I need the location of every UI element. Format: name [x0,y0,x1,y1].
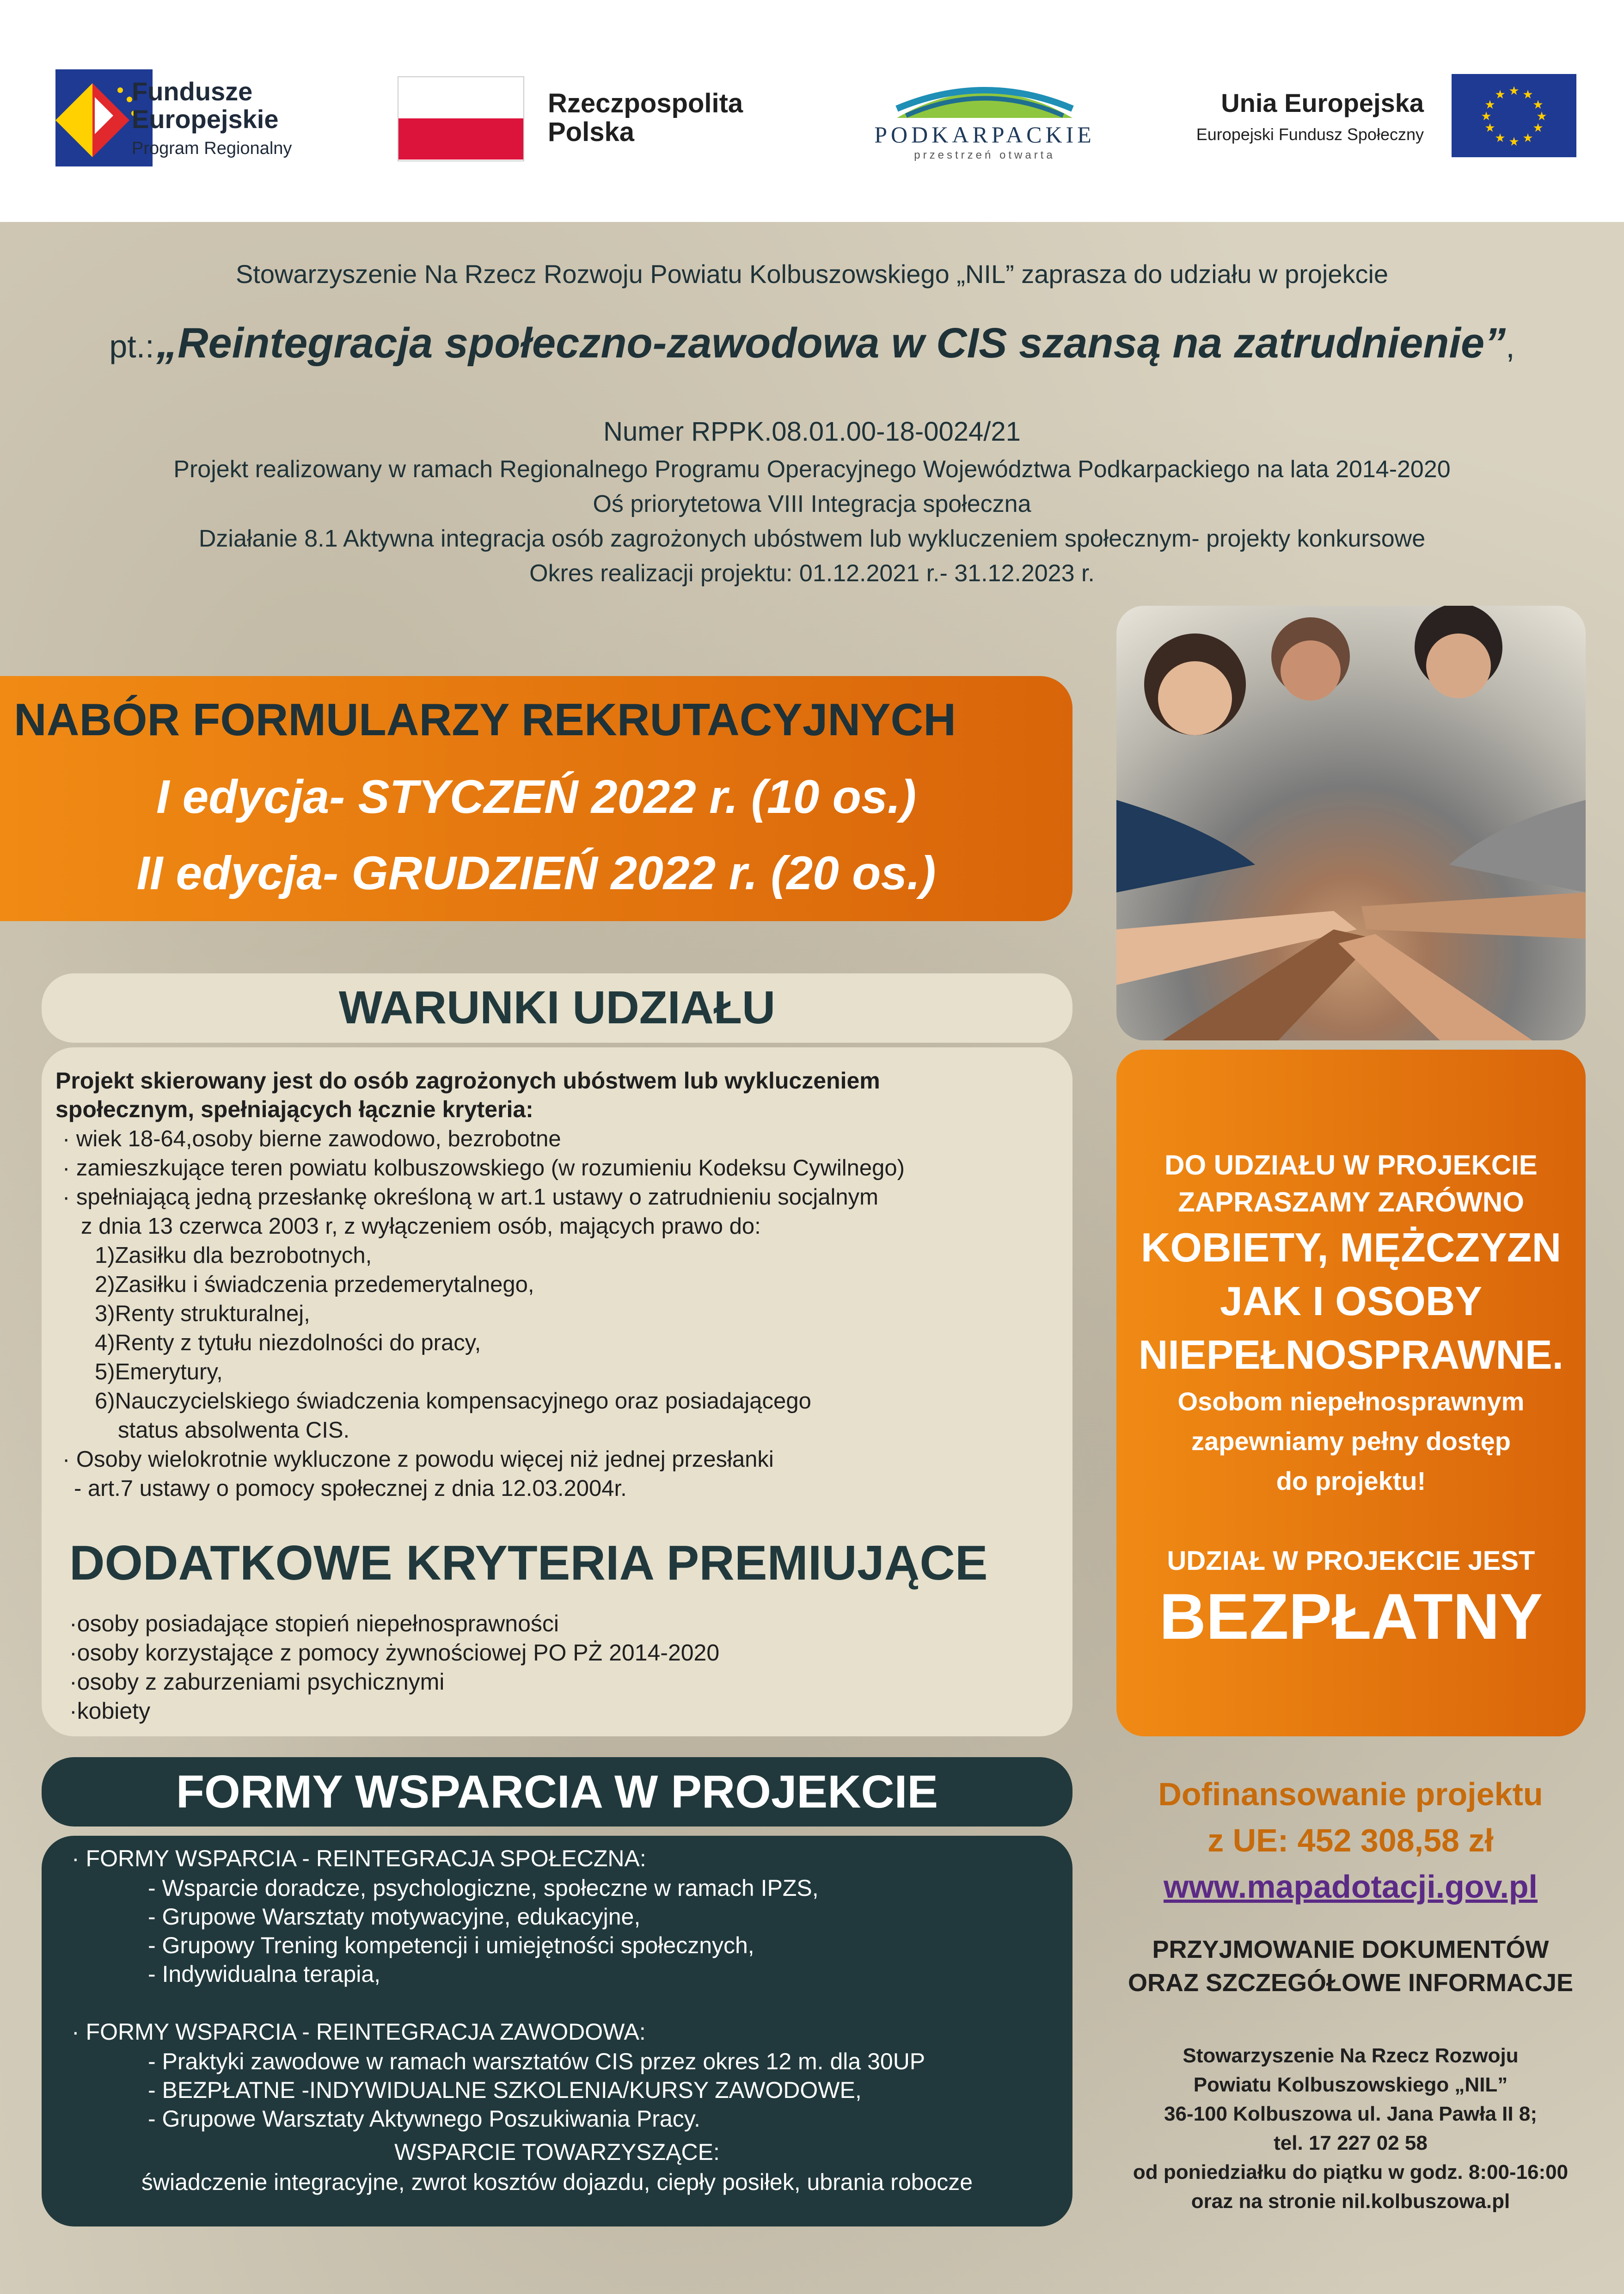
svg-text:★: ★ [1484,98,1495,112]
contact-line: od poniedziałku do piątku w godz. 8:00-16:00 [1133,2161,1569,2183]
contact-title-1: PRZYJMOWANIE DOKUMENTÓW [1152,1936,1549,1963]
edition-1: I edycja- STYCZEŃ 2022 r. (10 os.) [156,770,916,823]
access-line-3: do projektu! [1276,1466,1426,1495]
eu-flag-icon [1452,74,1576,157]
svg-text:★: ★ [1536,110,1547,123]
access-line-1: Osobom niepełnosprawnym [1177,1387,1525,1416]
fe-name-line1: Fundusze [132,77,253,106]
conditions-intro-2: społecznym, spełniających łącznie kryteria: [55,1096,533,1122]
support-title: FORMY WSPARCIA W PROJEKCIE [176,1766,938,1818]
support-social-item: - Wsparcie doradcze, psychologiczne, społeczne w ramach IPZS, [148,1875,819,1901]
support-work-item: - BEZPŁATNE -INDYWIDUALNE SZKOLENIA/KURSY ZAWODOWE, [148,2077,862,2103]
project-number: Numer RPPK.08.01.00-18-0024/21 [603,417,1021,447]
conditions-item: - art.7 ustawy o pomocy społecznej z dnia 12.03.2004r. [74,1476,627,1501]
fe-program-line: Program Regionalny [132,139,292,158]
support-accompanying-title: WSPARCIE TOWARZYSZĄCE: [394,2139,720,2165]
svg-text:★: ★ [1508,84,1520,98]
support-social-list [148,1874,819,1988]
funding-line-1: Dofinansowanie projektu [1158,1776,1543,1812]
conditions-item: 1)Zasiłku dla bezrobotnych, [95,1243,372,1268]
svg-text:★: ★ [1484,121,1495,135]
svg-text:★: ★ [1508,135,1520,149]
priority-line: Oś priorytetowa VIII Integracja społeczna [593,491,1031,517]
conditions-item: 5)Emerytury, [95,1359,223,1384]
contact-line: oraz na stronie nil.kolbuszowa.pl [1191,2190,1510,2213]
free-line-1: UDZIAŁ W PROJEKCIE JEST [1167,1546,1535,1576]
contact-title-2: ORAZ SZCZEGÓŁOWE INFORMACJE [1128,1969,1573,1997]
svg-text:★: ★ [1532,98,1544,112]
bonus-criteria-list [69,1609,719,1726]
ue-line2: Europejski Fundusz Społeczny [1196,125,1424,144]
program-line: Projekt realizowany w ramach Regionalnego Programu Operacyjnego Województwa Podkarpackiego na lata 2014-2020 [173,456,1451,483]
edition-2: II edycja- GRUDZIEŃ 2022 r. (20 os.) [136,847,936,899]
conditions-item: · wiek 18-64,osoby bierne zawodowo, bezrobotne [62,1126,561,1151]
support-social-title: · FORMY WSPARCIA - REINTEGRACJA SPOŁECZNA: [72,1845,646,1871]
support-work-item: - Praktyki zawodowe w ramach warsztatów CIS przez okres 12 m. dla 30UP [148,2048,925,2074]
rp-line1: Rzeczpospolita [548,88,743,118]
svg-text:★: ★ [1522,88,1533,102]
free-line-2: BEZPŁATNY [1159,1580,1543,1653]
conditions-item: 3)Renty strukturalnej, [95,1301,310,1326]
support-social-item: - Grupowy Trening kompetencji i umiejętności społecznych, [148,1932,754,1958]
conditions-item: 6)Nauczycielskiego świadczenia kompensacyjnego oraz posiadającego [95,1389,811,1414]
invitation-big-1: KOBIETY, MĘŻCZYZN [1140,1224,1562,1270]
project-title [0,319,1624,368]
contact-block [1077,1933,1624,2216]
support-work-list [148,2047,925,2133]
podkarpackie-name: PODKARPACKIE [874,122,1095,148]
bonus-criteria-item: ·osoby posiadające stopień niepełnosprawności [69,1611,559,1636]
support-work-title: · FORMY WSPARCIA - REINTEGRACJA ZAWODOWA: [72,2019,646,2045]
support-accompanying-text: świadczenie integracyjne, zwrot kosztów dojazdu, ciepły posiłek, ubrania robocze [141,2169,973,2195]
bonus-criteria-item: ·osoby korzystające z pomocy żywnościowej PO PŻ 2014-2020 [69,1640,720,1666]
period-line: Okres realizacji projektu: 01.12.2021 r.- 31.12.2023 r. [529,560,1095,587]
fe-name-line2: Europejskie [132,105,279,134]
access-line-2: zapewniamy pełny dostęp [1191,1427,1511,1456]
action-line: Działanie 8.1 Aktywna integracja osób zagrożonych ubóstwem lub wykluczeniem społecznym- projekty konkursowe [198,525,1426,552]
funding-link[interactable]: www.mapadotacji.gov.pl [1164,1869,1538,1905]
title-prefix: pt.: [109,328,154,364]
conditions-intro-1: Projekt skierowany jest do osób zagrożonych ubóstwem lub wykluczeniem [55,1068,880,1094]
contact-line: tel. 17 227 02 58 [1274,2132,1428,2154]
contact-line: Powiatu Kolbuszowskiego „NIL” [1193,2073,1508,2096]
title-suffix: , [1506,328,1515,364]
recruitment-title: NABÓR FORMULARZY REKRUTACYJNYCH [14,694,956,745]
ue-line1: Unia Europejska [1221,88,1424,117]
svg-text:★: ★ [1532,121,1544,135]
support-social-item: - Indywidualna terapia, [148,1961,381,1987]
contact-line: Stowarzyszenie Na Rzecz Rozwoju [1183,2044,1519,2067]
invitation-big-2: JAK I OSOBY [1220,1278,1483,1324]
svg-text:★: ★ [1522,131,1533,145]
conditions-item: 4)Renty z tytułu niezdolności do pracy, [95,1330,481,1355]
funding-line-2: z UE: 452 308,58 zł [1207,1822,1494,1858]
conditions-title: WARUNKI UDZIAŁU [338,982,776,1033]
conditions-item: status absolwenta CIS. [118,1418,350,1443]
podkarpackie-tagline: przestrzeń otwarta [914,149,1055,161]
title-main: „Reintegracja społeczno-zawodowa w CIS szansą na zatrudnienie” [156,320,1506,367]
svg-text:★: ★ [1495,88,1506,102]
logo-bar [0,0,1624,222]
podkarpackie-logo-icon [888,72,1082,123]
rp-line2: Polska [548,117,634,147]
contact-address [1077,2041,1624,2216]
invitation-line-1: DO UDZIAŁU W PROJEKCIE [1164,1150,1538,1181]
invitation-big-3: NIEPEŁNOSPRAWNE. [1138,1332,1564,1378]
svg-text:★: ★ [1495,131,1506,145]
polish-flag-icon [398,76,524,161]
conditions-item: z dnia 13 czerwca 2003 r, z wyłączeniem osób, mających prawo do: [81,1214,761,1239]
conditions-list [62,1125,1056,1503]
conditions-item: 2)Zasiłku i świadczenia przedemerytalnego, [95,1272,534,1297]
svg-text:★: ★ [1481,110,1492,123]
intro-text: Stowarzyszenie Na Rzecz Rozwoju Powiatu Kolbuszowskiego „NIL” zaprasza do udziału w projekcie [235,259,1389,289]
support-work-item: - Grupowe Warsztaty Aktywnego Poszukiwania Pracy. [148,2106,700,2132]
invitation-line-2: ZAPRASZAMY ZARÓWNO [1178,1187,1524,1218]
conditions-item: · Osoby wielokrotnie wykluczone z powodu więcej niż jednej przesłanki [62,1447,774,1472]
support-social-item: - Grupowe Warsztaty motywacyjne, edukacyjne, [148,1904,641,1930]
conditions-item: · spełniającą jedną przesłankę określoną w art.1 ustawy o zatrudnieniu socjalnym [62,1185,878,1210]
bonus-criteria-item: ·kobiety [69,1698,151,1724]
team-hands-photo [1116,606,1586,1040]
conditions-item: · zamieszkujące teren powiatu kolbuszowskiego (w rozumieniu Kodeksu Cywilnego) [62,1156,905,1181]
invitation-text [1116,1147,1586,1654]
contact-line: 36-100 Kolbuszowa ul. Jana Pawła II 8; [1164,2103,1537,2125]
bonus-criteria-item: ·osoby z zaburzeniami psychicznymi [69,1669,445,1695]
funding-block [1077,1771,1624,1910]
bonus-criteria-title: DODATKOWE KRYTERIA PREMIUJĄCE [69,1536,988,1590]
